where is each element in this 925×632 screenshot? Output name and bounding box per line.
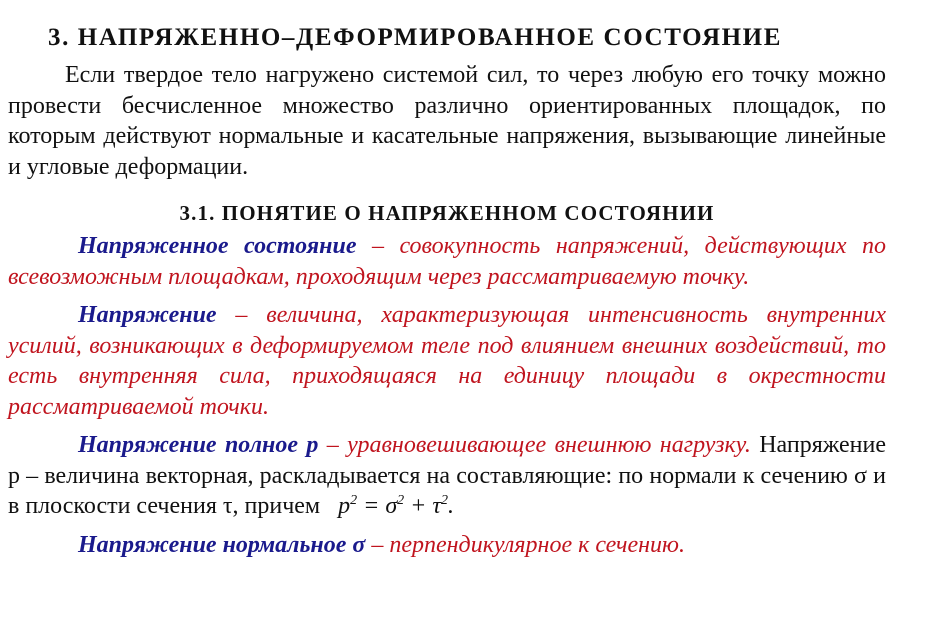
definition-normal-stress [8, 530, 886, 561]
definition-dash: – [365, 531, 390, 558]
definition-full-stress [8, 430, 886, 522]
formula-exponent: 2 [350, 493, 358, 508]
definition-stress [8, 300, 886, 422]
formula-tau: + τ [404, 493, 441, 519]
section-title: 3. НАПРЯЖЕННО–ДЕФОРМИРОВАННОЕ СОСТОЯНИЕ [48, 24, 782, 51]
definition-text: совокупность напряжений, действующих по всевозможным площадкам, проходящим через рассматриваемую точку. [8, 233, 887, 290]
definition-text: величина, характеризующая интенсивность внутренних усилий, возникающих в деформируемом теле под влиянием внешних воздействий, то есть внутренняя сила, приходящаяся на единицу площади в окрестности рассматриваемой точки. [8, 302, 886, 420]
formula-end: . [447, 493, 454, 519]
definition-dash: – [356, 233, 400, 259]
formula-p: p [338, 493, 351, 519]
definition-term: Напряжение полное р [78, 432, 319, 458]
definition-term: Напряжение нормальное σ [78, 531, 366, 558]
stress-formula [338, 493, 454, 519]
definition-dash: – [318, 432, 348, 458]
formula-exponent: 2 [397, 493, 405, 508]
definition-plain-text: Напряжение р – величина векторная, раскладывается на составляющие: по нормали к сечению σ и в плоскости сечения τ, причем [8, 432, 887, 519]
definition-stress-state [8, 231, 886, 292]
subsection-title: 3.1. ПОНЯТИЕ О НАПРЯЖЕННОМ СОСТОЯНИИ [179, 201, 715, 225]
definition-dash: – [216, 302, 267, 328]
definition-text: перпендикулярное к сечению. [389, 531, 685, 558]
definition-term: Напряжение [78, 302, 217, 328]
document-page [8, 22, 886, 568]
definition-term: Напряженное состояние [78, 233, 357, 259]
formula-exponent: 2 [440, 493, 448, 508]
formula-sigma: = σ [357, 493, 398, 519]
intro-paragraph: Если твердое тело нагружено системой сил, то через любую его точку можно провести бесчисленное множество различно ориентированных площадок, по которым действуют нормальные и касательные напряжения, вызывающие линейные и угловые деформации. [8, 62, 886, 180]
definition-text: уравновешивающее внешнюю нагрузку. [347, 432, 751, 458]
